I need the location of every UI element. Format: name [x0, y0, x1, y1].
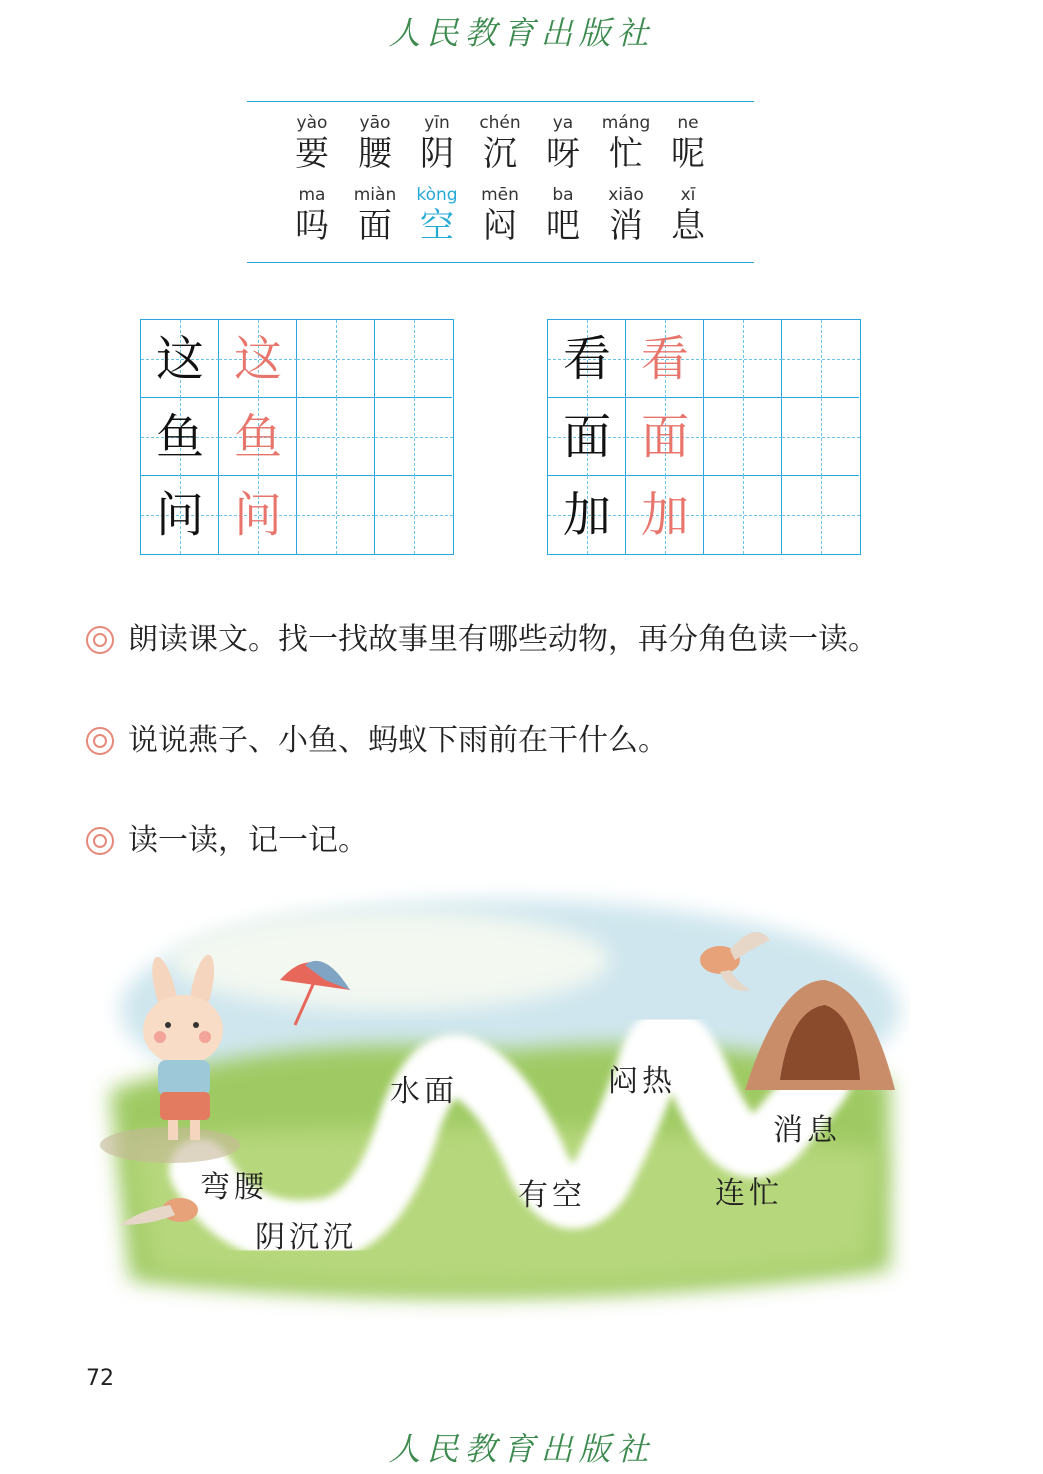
spiral-bullet-icon — [86, 727, 114, 755]
blank-cell — [297, 320, 375, 398]
path-word: 阴沉沉 — [255, 1220, 357, 1255]
blank-cell — [375, 476, 453, 554]
trace-character: 面 — [640, 409, 689, 465]
pinyin-row-2 — [247, 184, 754, 254]
trace-character: 问 — [233, 487, 282, 543]
pinyin-word: xiāo 消 — [608, 185, 644, 246]
publisher-logo-bottom: 人民教育出版社 — [388, 1430, 655, 1468]
model-character: 问 — [155, 487, 204, 543]
writing-grid-left — [140, 319, 454, 555]
pinyin-word: miàn 面 — [353, 185, 397, 246]
blank-cell — [297, 476, 375, 554]
pinyin-word: yào 要 — [295, 113, 329, 174]
model-character: 面 — [562, 409, 611, 465]
trace-character: 看 — [640, 331, 689, 387]
pinyin-word: máng 忙 — [601, 113, 651, 174]
pinyin-word: ne 呢 — [671, 113, 705, 174]
spiral-bullet-icon — [86, 827, 114, 855]
path-word: 消息 — [773, 1113, 841, 1148]
pinyin-word: yīn 阴 — [420, 113, 454, 174]
path-word: 弯腰 — [200, 1170, 268, 1205]
trace-character: 这 — [233, 331, 282, 387]
blank-cell — [782, 476, 860, 554]
blank-cell — [782, 320, 860, 398]
blank-cell — [297, 398, 375, 476]
word-path-illustration — [90, 880, 910, 1340]
model-character: 加 — [562, 487, 611, 543]
page-number: 72 — [86, 1366, 114, 1391]
blank-cell — [375, 398, 453, 476]
pinyin-word: yāo 腰 — [358, 113, 392, 174]
pinyin-word: ba 吧 — [546, 185, 580, 246]
model-character: 看 — [562, 331, 611, 387]
trace-character: 加 — [640, 487, 689, 543]
trace-character: 鱼 — [233, 409, 282, 465]
path-word: 闷热 — [608, 1064, 676, 1099]
pinyin-word: chén 沉 — [479, 113, 521, 174]
path-word: 有空 — [518, 1178, 586, 1213]
blank-cell — [704, 476, 782, 554]
spiral-bullet-icon — [86, 626, 114, 654]
model-character: 这 — [155, 331, 204, 387]
writing-grid-right — [547, 319, 861, 555]
blank-cell — [704, 320, 782, 398]
path-word: 水面 — [390, 1074, 458, 1109]
pinyin-word: ma 吗 — [295, 185, 329, 246]
pinyin-vocabulary-block — [247, 101, 754, 263]
pinyin-word-highlighted: kòng 空 — [416, 185, 458, 246]
blank-cell — [375, 320, 453, 398]
pinyin-word: xī 息 — [671, 185, 705, 246]
pinyin-word: ya 呀 — [546, 113, 580, 174]
pinyin-row-1 — [247, 112, 754, 182]
model-character: 鱼 — [155, 409, 204, 465]
blank-cell — [704, 398, 782, 476]
blank-cell — [782, 398, 860, 476]
pinyin-word: mēn 闷 — [481, 185, 519, 246]
path-word: 连忙 — [715, 1176, 783, 1211]
publisher-logo-top: 人民教育出版社 — [388, 14, 655, 52]
